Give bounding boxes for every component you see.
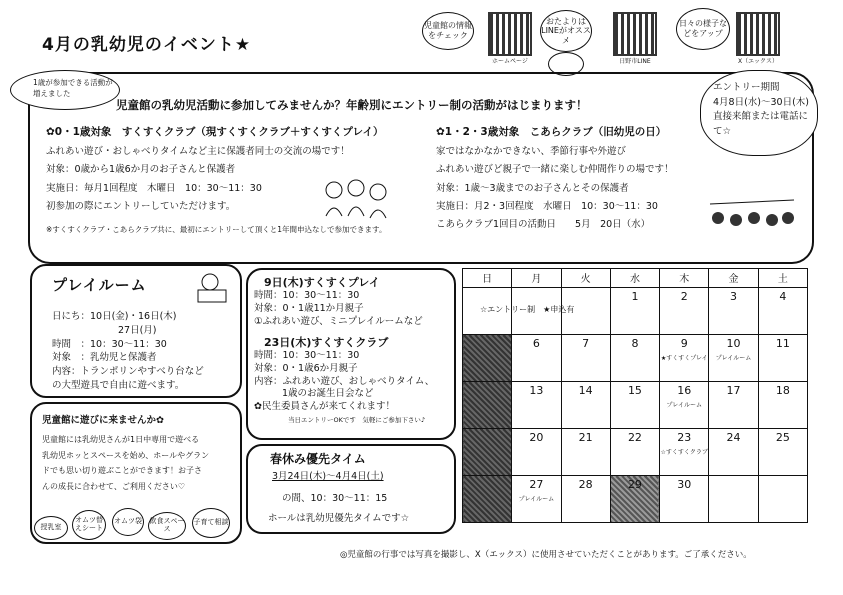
calendar-day-cell — [463, 335, 512, 382]
bear-illustration-icon — [192, 270, 232, 304]
koala-line2: ふれあい遊びど親子で一緒に楽しむ仲間作りの場です！ — [436, 164, 674, 176]
calendar-day-cell — [660, 288, 709, 335]
playroom-content: 内容：トランポリンやすべり台など — [52, 366, 204, 378]
corner-note: 1歳が参加できる活動が増えました — [10, 70, 120, 110]
spring-time: の間、10：30～11：15 — [282, 493, 388, 504]
calendar-day-cell — [709, 429, 758, 476]
headline: 児童館の乳幼児活動に参加してみませんか？年齢別にエントリー制の活動がはじまります！ — [116, 98, 588, 112]
calendar-date: 25 — [775, 431, 790, 444]
qr-code-icon — [488, 12, 532, 56]
koala-line4: 実施日：月2・3回程度 水曜日 10：30～11：30 — [436, 200, 658, 212]
calendar-day-cell — [758, 382, 807, 429]
calendar-date: 1 — [631, 290, 639, 303]
calendar-event-note: プレイルーム — [518, 496, 555, 503]
qr-x[interactable] — [736, 12, 780, 65]
sticker-diaper-bag: オムツ袋 — [112, 508, 144, 536]
calendar-week-row — [463, 382, 808, 429]
calendar-date: 4 — [779, 290, 787, 303]
calendar-day-cell — [660, 335, 709, 382]
calendar-day-header: 水 — [610, 269, 659, 288]
calendar-day-cell — [561, 476, 610, 523]
spring-title: 春休み優先タイム — [270, 452, 366, 466]
calendar-day-cell — [758, 288, 807, 335]
qr-label-line: 日野市LINE — [619, 58, 651, 65]
calendar-day-cell — [610, 288, 659, 335]
playroom-dates: 日にち：10日(金)・16日(木) — [52, 311, 177, 322]
calendar-date: 27 — [529, 478, 544, 491]
calendar-day-cell — [709, 288, 758, 335]
event23-title: 23日(木)すくすくクラブ — [264, 336, 389, 349]
spring-note: ホールは乳幼児優先タイムです☆ — [268, 513, 410, 524]
entry-dates: 4月8日(水)～30日(木) — [713, 96, 810, 108]
qr-bubble-line: おたよりはLINEがオススメ — [540, 10, 592, 52]
event23-handwritten: 当日エントリーOKです 気軽にご参加下さい♪ — [288, 416, 426, 424]
calendar-date: 29 — [627, 478, 642, 491]
calendar-date: 23 — [677, 431, 692, 444]
sticker-diaper-sheet: オムツ替えシート — [72, 510, 106, 540]
qr-label-homepage: ホームページ — [492, 58, 528, 65]
koala-line5: こあらクラブ1回目の活動日 5月 20日（水） — [436, 219, 651, 230]
calendar-week-row — [463, 335, 808, 382]
calendar-day-cell — [561, 335, 610, 382]
calendar-day-cell — [512, 429, 561, 476]
koala-club-section — [436, 124, 674, 232]
invite-line2: 乳幼児ホッとスペースを始め、ホールやグラン — [42, 450, 210, 460]
calendar-date: 6 — [532, 337, 540, 350]
calendar-date: 2 — [680, 290, 688, 303]
calendar-day-cell — [709, 335, 758, 382]
entry-method: 直接来館または電話にて☆ — [713, 111, 809, 138]
calendar-day-cell — [561, 429, 610, 476]
sticker-nursing-room: 授乳室 — [34, 516, 68, 540]
event9-content: ①ふれあい遊び、ミニプレイルームなど — [254, 315, 423, 327]
children-illustration-icon — [320, 176, 390, 222]
calendar-date: 7 — [582, 337, 590, 350]
calendar-day-cell — [512, 382, 561, 429]
calendar-day-header: 火 — [561, 269, 610, 288]
family-illustration-icon — [706, 196, 798, 242]
calendar-day-cell — [561, 382, 610, 429]
event23-volunteers: ✿民生委員さんが来てくれます！ — [254, 401, 395, 413]
calendar-day-cell — [709, 382, 758, 429]
calendar-day-cell — [512, 476, 561, 523]
calendar-week-row — [463, 429, 808, 476]
invite-line4: んの成長に合わせて、ご利用ください♡ — [42, 481, 186, 491]
calendar-date: 22 — [627, 431, 642, 444]
playroom-panel — [30, 264, 242, 398]
playroom-content2: の大型遊具で自由に遊べます。 — [52, 379, 185, 391]
invite-panel — [30, 402, 242, 544]
calendar-day-cell — [610, 476, 659, 523]
calendar-day-cell — [758, 429, 807, 476]
playroom-title: プレイルーム — [52, 276, 147, 294]
calendar-day-cell — [463, 476, 512, 523]
calendar-day-header: 日 — [463, 269, 512, 288]
event9-title: 9日(木)すくすくプレイ — [264, 276, 380, 289]
koala-line3: 対象：1歳～3歳までのお子さんとその保護者 — [436, 182, 629, 194]
calendar-week-row — [463, 476, 808, 523]
qr-homepage[interactable] — [488, 12, 532, 65]
sukusuku-line3: 実施日：毎月1回程度 木曜日 10：30～11：30 — [46, 182, 262, 194]
calendar-date: 17 — [726, 384, 741, 397]
calendar-event-note: ☆すくすくクラブ — [660, 449, 708, 456]
sukusuku-note: ※すくすくクラブ・こあらクラブ共に、最初にエントリーして頂くと1年間申込なしで参加できます。 — [46, 225, 387, 234]
event23-time: 時間：10：30～11：30 — [254, 350, 360, 361]
calendar-date: 13 — [529, 384, 544, 397]
spring-panel — [246, 444, 456, 534]
calendar-header — [463, 269, 808, 288]
sukusuku-line1: ふれあい遊び・おしゃべりタイムなど主に保護者同士の交流の場です！ — [46, 146, 350, 157]
calendar-day-cell — [610, 335, 659, 382]
calendar-day-cell — [512, 335, 561, 382]
spring-dates: 3月24日(木)～4月4日(土) — [272, 471, 384, 482]
calendar-date: 24 — [726, 431, 741, 444]
calendar-day-cell — [660, 429, 709, 476]
calendar-date: 18 — [775, 384, 790, 397]
qr-line[interactable] — [613, 12, 657, 65]
koala-heading: ✿1・2・3歳対象 こあらクラブ（旧幼児の日） — [436, 126, 667, 138]
page-title: 4月の乳幼児のイベント★ — [42, 35, 252, 55]
calendar-event-note: ★すくすくプレイ — [660, 355, 708, 362]
calendar-date: 9 — [680, 337, 688, 350]
calendar-date: 30 — [677, 478, 692, 491]
calendar-day-header: 金 — [709, 269, 758, 288]
calendar-date: 21 — [578, 431, 593, 444]
playroom-target: 対象 ：乳幼児と保護者 — [52, 352, 157, 364]
calendar-day-cell — [610, 429, 659, 476]
invite-line3: ドでも思い切り遊ぶことができます！お子さ — [42, 466, 202, 476]
calendar-day-cell — [660, 476, 709, 523]
invite-line1: 児童館には乳幼児さんが1日中専用で遊べる — [42, 435, 200, 444]
calendar-day-cell — [709, 476, 758, 523]
sukusuku-heading: ✿0・1歳対象 すくすくクラブ（現すくすくクラブ＋すくすくプレイ） — [46, 126, 384, 138]
footer-note: ◎児童館の行事では写真を撮影し、X（エックス）に使用させていただくことがあります。ご了承ください。 — [340, 550, 752, 560]
calendar-date: 20 — [529, 431, 544, 444]
qr-bubble-x: 日々の様子などをアップ — [676, 8, 730, 50]
calendar-day-cell — [610, 382, 659, 429]
koala-line1: 家ではなかなかできない、季節行事や外遊び — [436, 146, 627, 157]
entry-period-box — [700, 70, 818, 156]
sukusuku-line2: 対象：0歳から1歳6か月のお子さんと保護者 — [46, 164, 236, 176]
calendar-date: 10 — [726, 337, 741, 350]
calendar-date: 15 — [627, 384, 642, 397]
calendar-event-note: プレイルーム — [715, 355, 752, 362]
event-panel — [246, 268, 456, 440]
entry-label: エントリー期間 — [713, 82, 780, 93]
calendar-day-header: 月 — [512, 269, 561, 288]
calendar-day-cell — [758, 476, 807, 523]
calendar-date: 8 — [631, 337, 639, 350]
calendar-date: 28 — [578, 478, 593, 491]
event23-content2: 1歳のお誕生日会など — [282, 388, 374, 400]
sticker-parenting-consult: 子育て相談 — [192, 508, 230, 538]
calendar-date: 14 — [578, 384, 593, 397]
invite-title: 児童館に遊びに来ませんか✿ — [42, 415, 164, 426]
qr-bubble-homepage: 児童館の情報をチェック — [422, 12, 474, 50]
event23-content: 内容：ふれあい遊び、おしゃべりタイム、 — [254, 375, 435, 387]
calendar-date: 3 — [730, 290, 738, 303]
calendar-date: 16 — [677, 384, 692, 397]
calendar-legend: ☆エントリー制 ★申込有 — [480, 305, 575, 314]
qr-code-icon — [613, 12, 657, 56]
calendar-date: 11 — [775, 337, 790, 350]
calendar-day-cell — [463, 429, 512, 476]
event9-time: 時間：10：30～11：30 — [254, 290, 360, 301]
qr-label-x: X（エックス） — [738, 58, 778, 65]
calendar-day-header: 土 — [758, 269, 807, 288]
calendar-day-cell — [463, 382, 512, 429]
calendar-day-cell — [758, 335, 807, 382]
calendar-day-header: 木 — [660, 269, 709, 288]
qr-code-icon — [736, 12, 780, 56]
playroom-dates2: 27日(月) — [118, 324, 157, 336]
event9-target: 対象：0・1歳11か月親子 — [254, 302, 364, 314]
sukusuku-line4: 初参加の際にエントリーしていただけます。 — [46, 200, 236, 212]
playroom-time: 時間 ：10：30～11：30 — [52, 338, 167, 350]
calendar-event-note: プレイルーム — [666, 402, 702, 409]
event23-target: 対象：0・1歳6か月親子 — [254, 362, 358, 374]
calendar-day-cell — [660, 382, 709, 429]
sticker-eating-space: 飲食スペース — [148, 512, 186, 540]
